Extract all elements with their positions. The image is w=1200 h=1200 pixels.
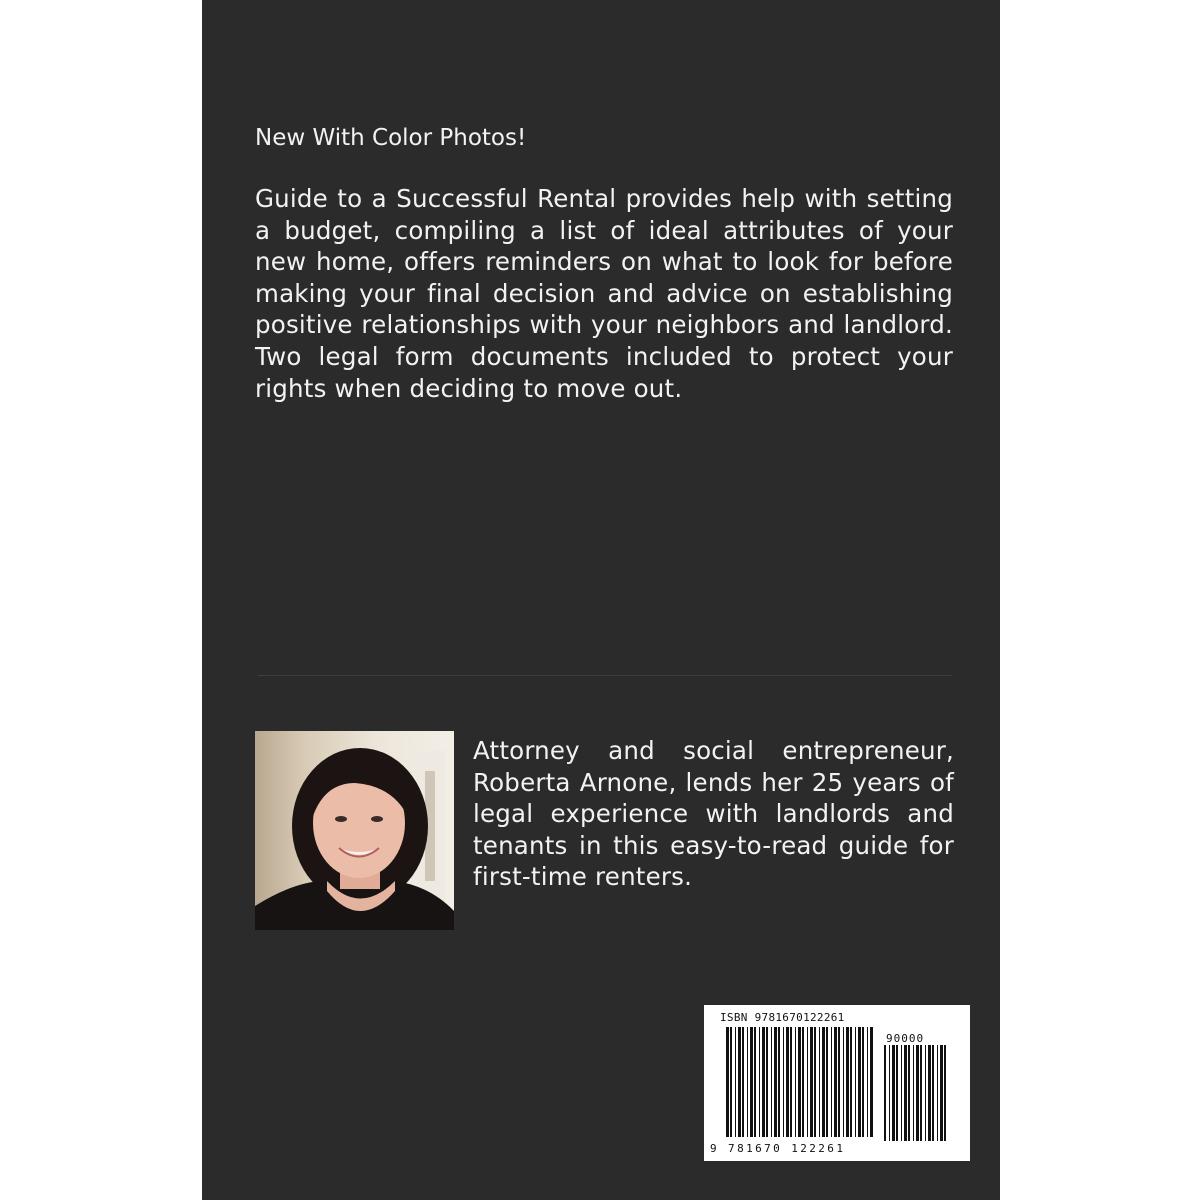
barcode-bar bbox=[774, 1027, 777, 1137]
barcode-bar bbox=[771, 1027, 772, 1137]
barcode-bar bbox=[884, 1045, 886, 1141]
barcode-bar bbox=[940, 1045, 943, 1141]
book-description: Guide to a Successful Rental provides help with setting a budget, compiling a list of ideal attributes of your new home, offers reminders on what to look for before making your final decision and advice on establishing positive relationships with your neighbors and landlord. Two legal form documents included to protect your rights when deciding to move out. bbox=[255, 184, 953, 403]
barcode-bar bbox=[822, 1027, 825, 1137]
barcode-bar bbox=[759, 1027, 760, 1137]
barcode-bar bbox=[778, 1027, 780, 1137]
barcode-digits: 9 781670 122261 bbox=[710, 1142, 846, 1155]
barcode-bar bbox=[932, 1045, 934, 1141]
barcode-bar bbox=[814, 1027, 816, 1137]
barcode-bar bbox=[896, 1045, 898, 1141]
isbn-label: ISBN 9781670122261 bbox=[720, 1011, 845, 1024]
barcode-bar bbox=[786, 1027, 789, 1137]
price-code: 90000 bbox=[886, 1032, 925, 1045]
barcode-bars bbox=[726, 1027, 874, 1143]
barcode-bar bbox=[810, 1027, 813, 1137]
barcode-bar bbox=[870, 1027, 873, 1137]
barcode-bar bbox=[766, 1027, 768, 1137]
barcode-bar bbox=[858, 1027, 861, 1137]
barcode-bar bbox=[904, 1045, 907, 1141]
barcode-bar bbox=[850, 1027, 852, 1137]
barcode-bar bbox=[754, 1027, 756, 1137]
isbn-barcode bbox=[704, 1005, 970, 1161]
barcode-bar bbox=[928, 1045, 931, 1141]
book-back-cover bbox=[202, 0, 1000, 1200]
barcode-bar bbox=[925, 1045, 926, 1141]
barcode-bar bbox=[730, 1027, 732, 1137]
barcode-bar bbox=[846, 1027, 849, 1137]
barcode-bar bbox=[920, 1045, 922, 1141]
barcode-bar bbox=[916, 1045, 919, 1141]
barcode-bar bbox=[937, 1045, 938, 1141]
barcode-bar bbox=[762, 1027, 765, 1137]
barcode-bar bbox=[862, 1027, 864, 1137]
barcode-bar bbox=[738, 1027, 741, 1137]
barcode-bar bbox=[908, 1045, 910, 1141]
barcode-bar bbox=[735, 1027, 736, 1137]
barcode-bar bbox=[802, 1027, 804, 1137]
barcode-bar bbox=[838, 1027, 840, 1137]
barcode-bar bbox=[944, 1045, 946, 1141]
barcode-bar bbox=[790, 1027, 792, 1137]
barcode-bar bbox=[892, 1045, 895, 1141]
barcode-bar bbox=[901, 1045, 902, 1141]
barcode-bar bbox=[913, 1045, 914, 1141]
barcode-bar bbox=[843, 1027, 844, 1137]
barcode-bar bbox=[889, 1045, 890, 1141]
barcode-bar bbox=[795, 1027, 796, 1137]
barcode-bar bbox=[747, 1027, 748, 1137]
author-photo bbox=[255, 731, 454, 930]
barcode-bar bbox=[867, 1027, 868, 1137]
price-barcode-bars bbox=[884, 1045, 948, 1143]
author-portrait-icon bbox=[255, 731, 454, 930]
barcode-bar bbox=[807, 1027, 808, 1137]
barcode-bar bbox=[834, 1027, 837, 1137]
barcode-bar bbox=[819, 1027, 820, 1137]
barcode-bar bbox=[831, 1027, 832, 1137]
barcode-bar bbox=[855, 1027, 856, 1137]
tagline: New With Color Photos! bbox=[255, 125, 527, 151]
barcode-bar bbox=[826, 1027, 828, 1137]
barcode-bar bbox=[726, 1027, 729, 1137]
barcode-bar bbox=[798, 1027, 801, 1137]
author-bio: Attorney and social entrepreneur, Roberta Arnone, lends her 25 years of legal experience with landlords and tenants in this easy-to-read guide for first-time renters. bbox=[473, 736, 954, 892]
section-divider bbox=[258, 675, 952, 676]
barcode-bar bbox=[742, 1027, 744, 1137]
barcode-bar bbox=[750, 1027, 753, 1137]
barcode-bar bbox=[783, 1027, 784, 1137]
